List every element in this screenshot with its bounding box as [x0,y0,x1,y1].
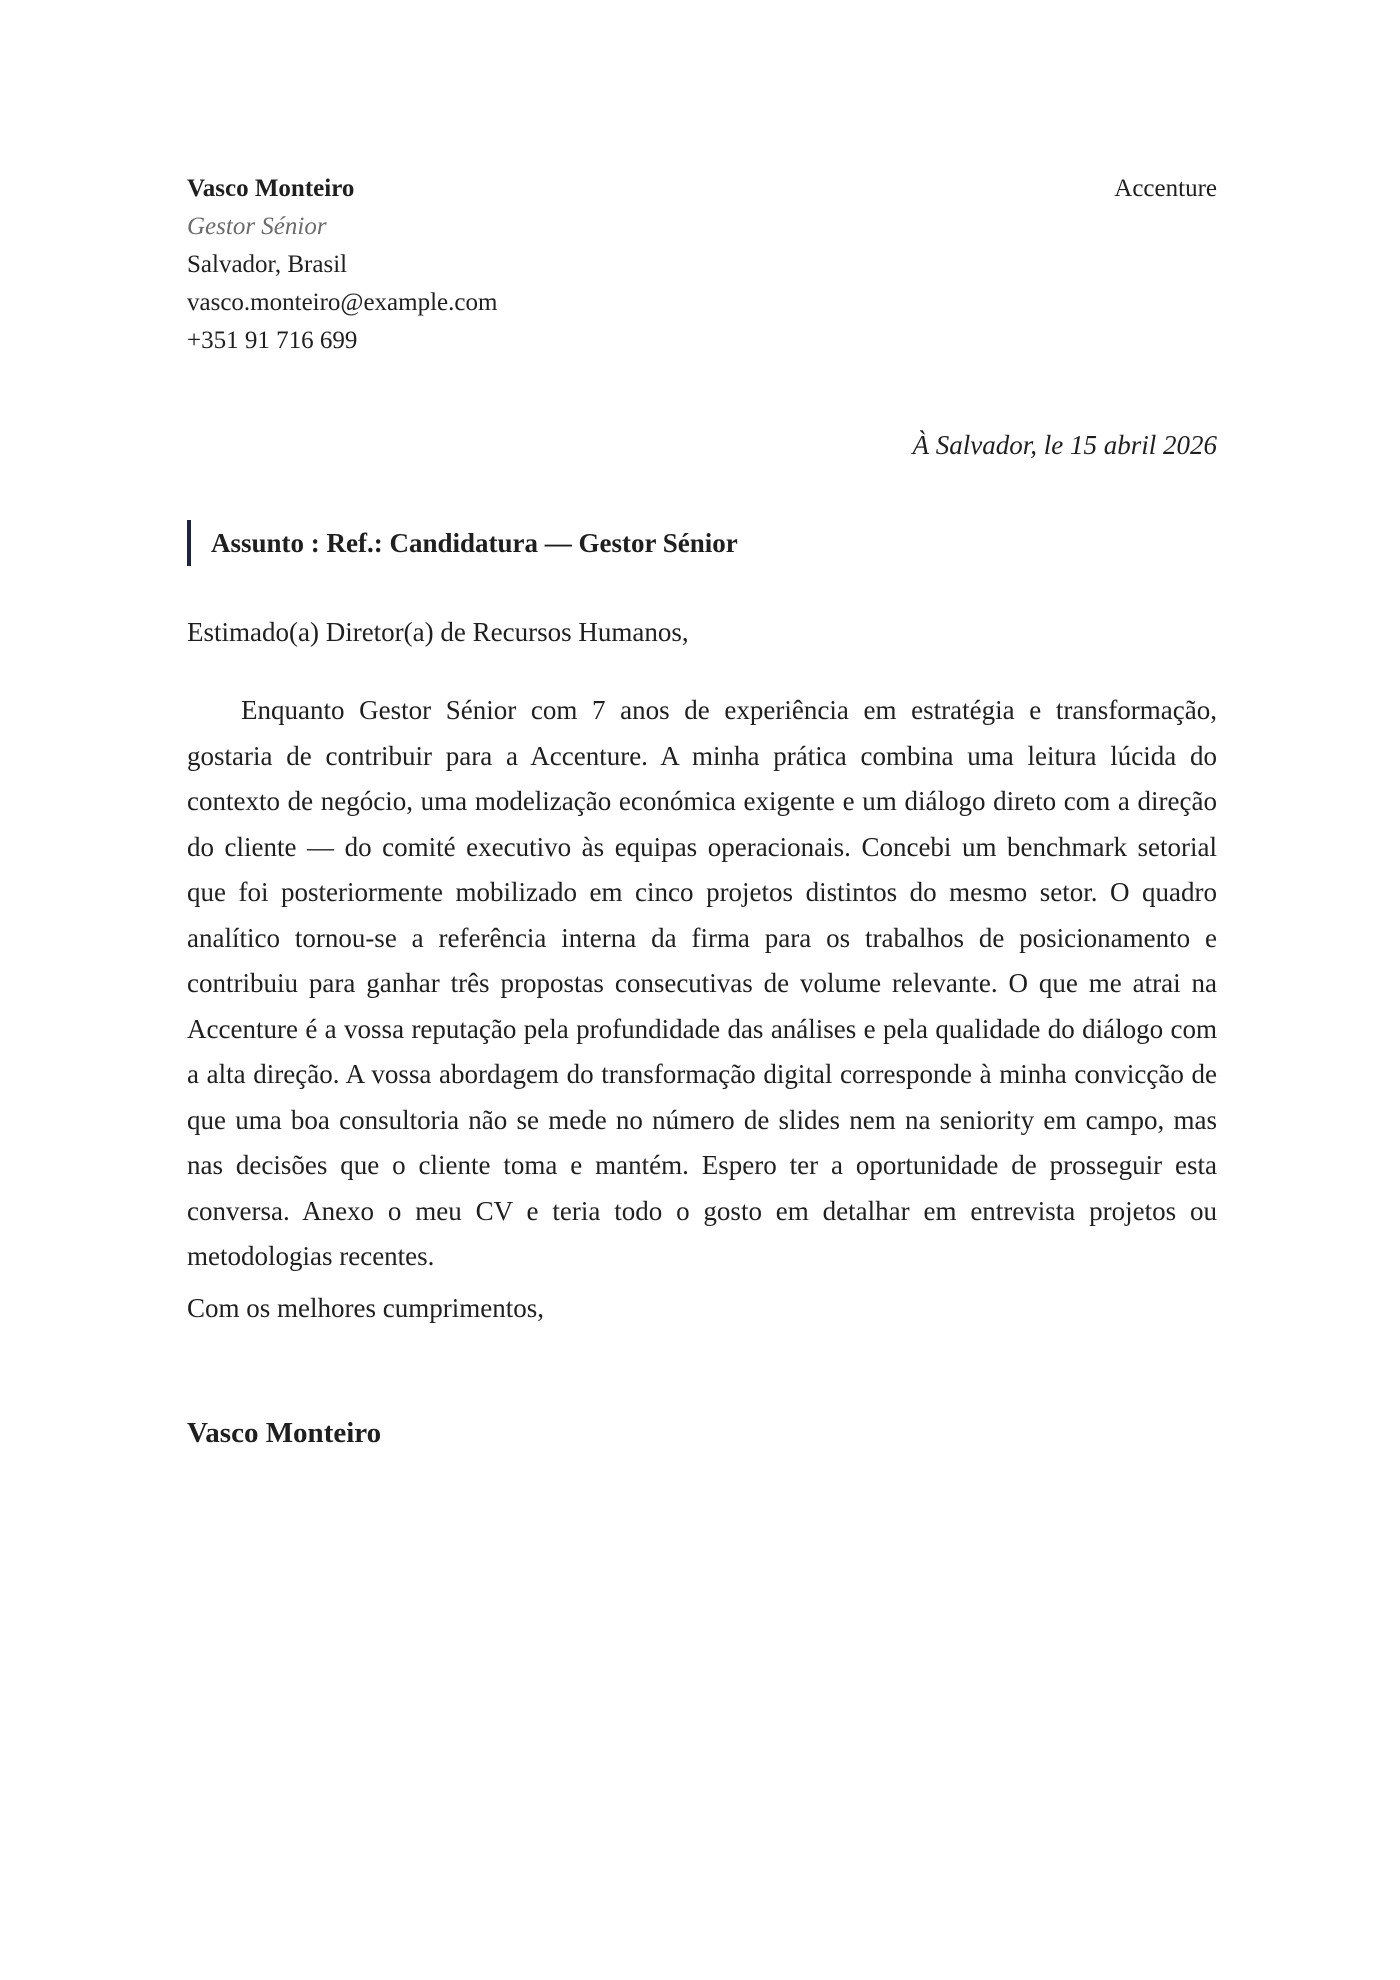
body-paragraph: Enquanto Gestor Sénior com 7 anos de experiência em estratégia e transformação, gostaria de contribuir para a Accenture. A minha prática combina uma leitura lúcida do contexto de negócio, uma modelização económica exigente e um diálogo direto com a direção do cliente — do comité executivo às equipas operacionais. Concebi um benchmark setorial que foi posteriormente mobilizado em cinco projetos distintos do mesmo setor. O quadro analítico tornou-se a referência interna da firma para os trabalhos de posicionamento e contribuiu para ganhar três propostas consecutivas de volume relevante. O que me atrai na Accenture é a vossa reputação pela profundidade das análises e pela qualidade do diálogo com a alta direção. A vossa abordagem do transformação digital corresponde à minha convicção de que uma boa consultoria não se mede no número de slides nem na seniority em campo, mas nas decisões que o cliente toma e mantém. Espero ter a oportunidade de prosseguir esta conversa. Anexo o meu CV e teria todo o gosto em detalhar em entrevista projetos ou metodologias recentes. [187,695,1217,1271]
letter-header [187,170,1217,360]
closing-line: Com os melhores cumprimentos, [187,1293,544,1323]
subject-line: Assunto : Ref.: Candidatura — Gestor Sénior [187,520,738,566]
sender-email: vasco.monteiro@example.com [187,289,498,316]
salutation: Estimado(a) Diretor(a) de Recursos Humanos, [187,617,689,647]
sender-location: Salvador, Brasil [187,251,348,278]
sender-name: Vasco Monteiro [187,175,355,202]
recipient-company: Accenture [1114,175,1217,202]
date-line: À Salvador, le 15 abril 2026 [912,430,1217,460]
sender-title: Gestor Sénior [187,213,327,240]
letter-page [187,0,1217,1980]
sender-block [187,170,1217,360]
signature-name: Vasco Monteiro [187,1417,382,1449]
sender-phone: +351 91 716 699 [187,327,358,354]
